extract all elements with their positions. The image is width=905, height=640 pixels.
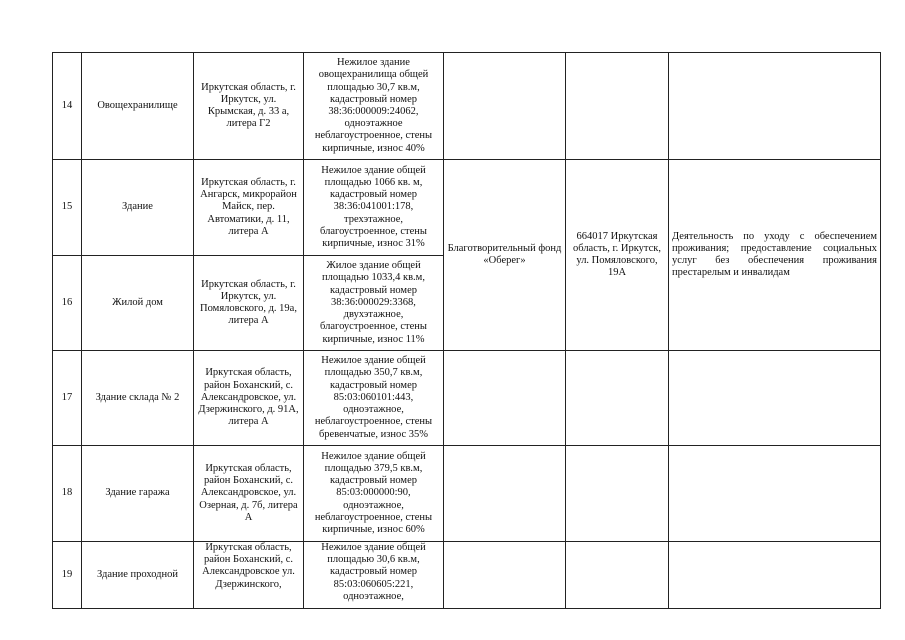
row-number: 19 xyxy=(53,542,82,609)
organization-address: 664017 Иркутская область, г. Иркутск, ул. Помяловского, 19А xyxy=(566,160,669,351)
organization-cell-empty xyxy=(444,542,566,609)
table-row xyxy=(53,53,881,160)
activity-cell-empty xyxy=(669,542,881,609)
property-table xyxy=(52,52,881,609)
table-row xyxy=(53,542,881,609)
property-description: Нежилое здание общей площадью 1066 кв. м, кадастровый номер 38:36:041001:178, трехэтажное, благоустроенное, стены кирпичные, износ 31% xyxy=(304,160,444,256)
table-row xyxy=(53,351,881,446)
property-address: Иркутская область, район Боханский, с. Александровское, ул. Озерная, д. 7б, литера А xyxy=(194,446,304,542)
property-name: Здание склада № 2 xyxy=(82,351,194,446)
organization-cell-empty xyxy=(444,53,566,160)
row-number: 18 xyxy=(53,446,82,542)
property-description: Нежилое здание общей площадью 379,5 кв.м, кадастровый номер 85:03:000000:90, одноэтажное, неблагоустроенное, стены кирпичные, износ 60% xyxy=(304,446,444,542)
property-name: Здание проходной xyxy=(82,542,194,609)
property-name: Здание гаража xyxy=(82,446,194,542)
row-number: 17 xyxy=(53,351,82,446)
row-number: 16 xyxy=(53,256,82,351)
property-address: Иркутская область, г. Иркутск, ул. Крымская, д. 33 а, литера Г2 xyxy=(194,53,304,160)
property-address: Иркутская область, район Боханский, с. Александровское, ул. Дзержинского, д. 91А, литера А xyxy=(194,351,304,446)
organization-cell-empty xyxy=(444,446,566,542)
property-address: Иркутская область, г. Иркутск, ул. Помяловского, д. 19а, литера А xyxy=(194,256,304,351)
table-row xyxy=(53,446,881,542)
table-row xyxy=(53,160,881,256)
row-number: 14 xyxy=(53,53,82,160)
property-description: Жилое здание общей площадью 1033,4 кв.м, кадастровый номер 38:36:000029:3368, двухэтажное, благоустроенное, стены кирпичные, износ 11% xyxy=(304,256,444,351)
organization-name: Благотворительный фонд «Оберег» xyxy=(444,160,566,351)
activity-description xyxy=(669,160,881,351)
org-address-cell-empty xyxy=(566,351,669,446)
property-address: Иркутская область, район Боханский, с. Александровское ул. Дзержинского, xyxy=(194,542,304,609)
property-address: Иркутская область, г. Ангарск, микрорайон Майск, пер. Автоматики, д. 11, литера А xyxy=(194,160,304,256)
activity-cell-empty xyxy=(669,351,881,446)
organization-cell-empty xyxy=(444,351,566,446)
org-address-cell-empty xyxy=(566,53,669,160)
property-description: Нежилое здание общей площадью 30,6 кв.м, кадастровый номер 85:03:060605:221, одноэтажное, xyxy=(304,542,444,609)
property-name: Здание xyxy=(82,160,194,256)
org-address-cell-empty xyxy=(566,542,669,609)
activity-cell-empty xyxy=(669,53,881,160)
property-name: Жилой дом xyxy=(82,256,194,351)
property-name: Овощехранилище xyxy=(82,53,194,160)
property-description: Нежилое здание овощехранилища общей площадью 30,7 кв.м, кадастровый номер 38:36:000009:24062, одноэтажное неблагоустроенное, стены кирпичные, износ 40% xyxy=(304,53,444,160)
activity-text: Деятельность по уходу с обеспечением проживания; предоставление социальных услуг без обеспечения проживания престарелым и инвалидам xyxy=(672,230,877,279)
activity-cell-empty xyxy=(669,446,881,542)
property-description: Нежилое здание общей площадью 350,7 кв.м, кадастровый номер 85:03:060101:443, одноэтажное, неблагоустроенное, стены бревенчатые, износ 35% xyxy=(304,351,444,446)
row-number: 15 xyxy=(53,160,82,256)
org-address-cell-empty xyxy=(566,446,669,542)
